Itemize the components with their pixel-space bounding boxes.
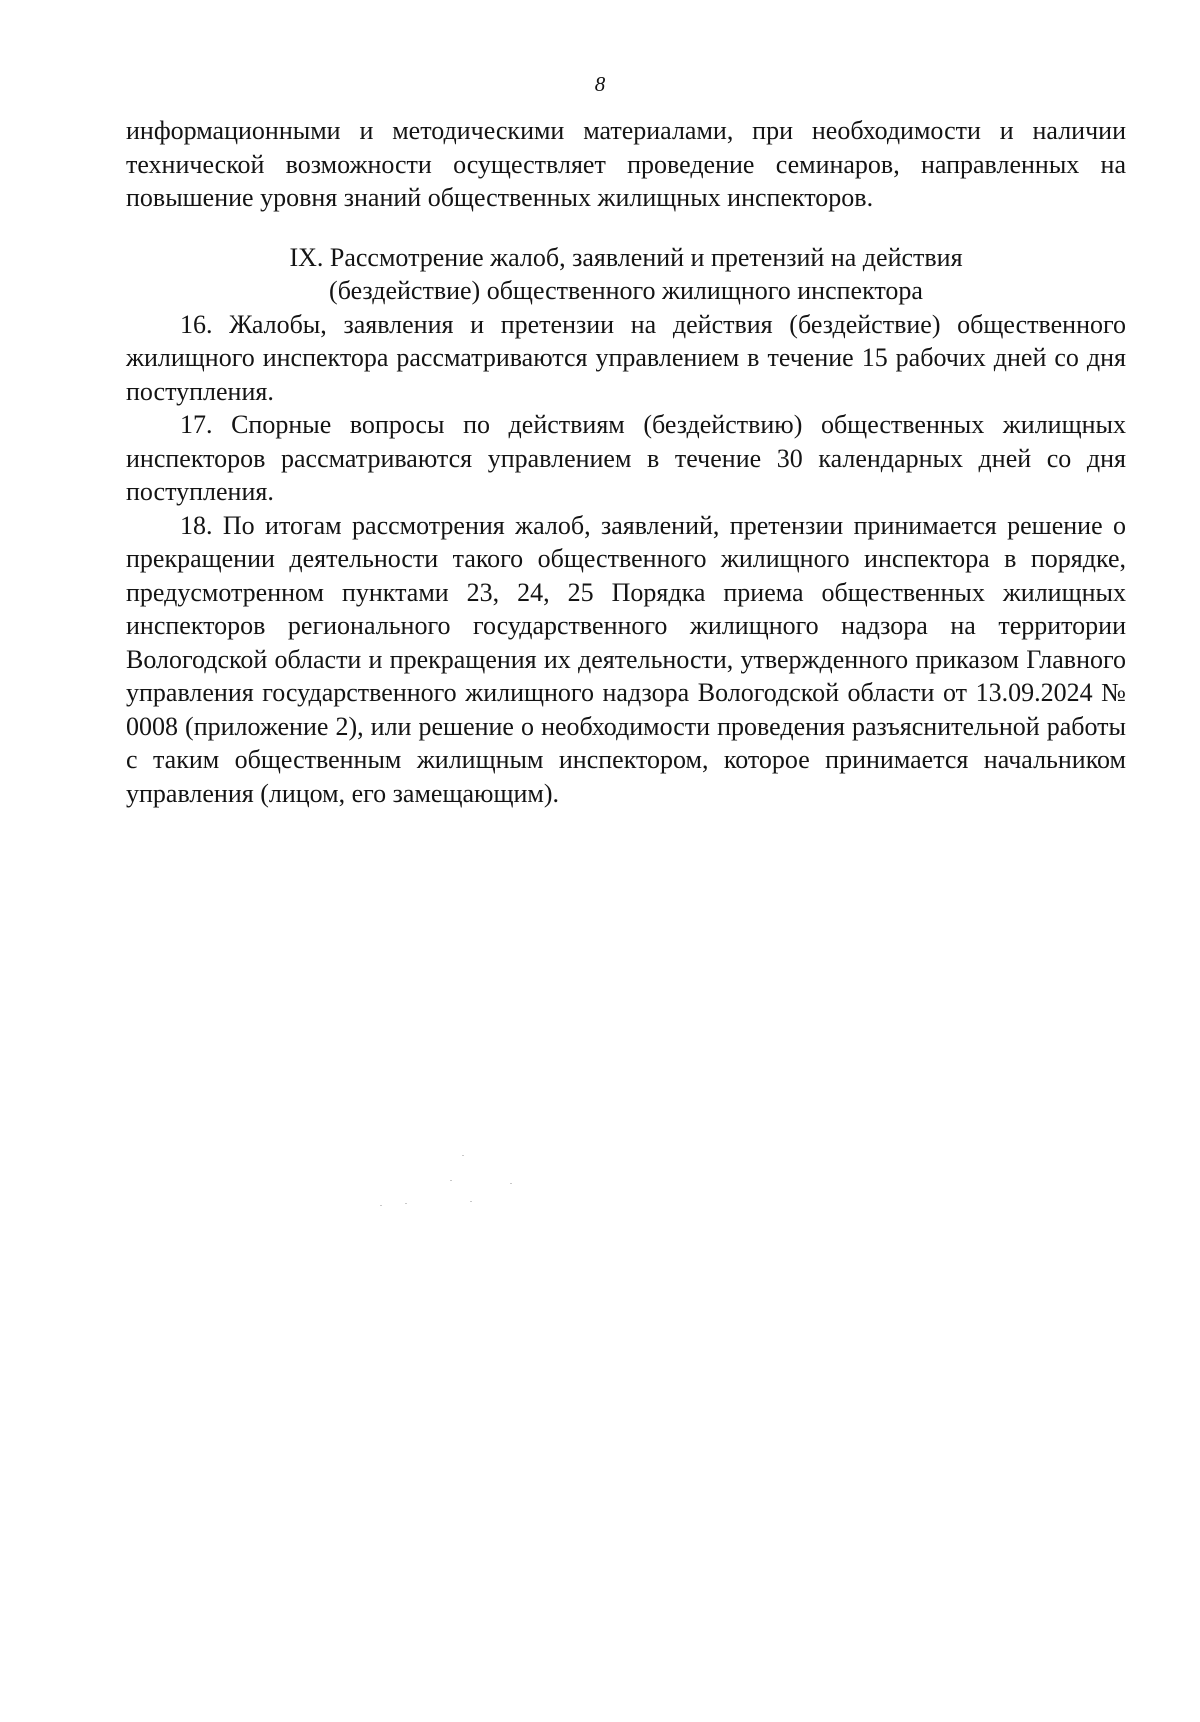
- page-number: 8: [594, 72, 606, 96]
- section-heading-line-2: (бездействие) общественного жилищного инспектора: [329, 276, 923, 305]
- scan-speck: [450, 1180, 452, 1181]
- scan-speck: [405, 1203, 407, 1204]
- scan-speck: [470, 1201, 472, 1202]
- paragraph-18: 18. По итогам рассмотрения жалоб, заявлений, претензии принимается решение о прекращении деятельности такого общественного жилищного инспектора в порядке, предусмотренном пунктами 23, 24, 25 Порядка приема общественных жилищных инспекторов регионального государственного жилищного надзора на территории Вологодской области и прекращения их деятельности, утвержденного приказом Главного управления государственного жилищного надзора Вологодской области от 13.09.2024 № 0008 (приложение 2), или решение о необходимости проведения разъяснительной работы с таким общественным жилищным инспектором, которое принимается начальником управления (лицом, его замещающим).: [126, 510, 1126, 808]
- paragraph-16: 16. Жалобы, заявления и претензии на действия (бездействие) общественного жилищного инспектора рассматриваются управлением в течение 15 рабочих дней со дня поступления.: [126, 309, 1126, 406]
- intro-paragraph: информационными и методическими материалами, при необходимости и наличии технической возможности осуществляет проведение семинаров, направленных на повышение уровня знаний общественных жилищных инспекторов.: [126, 116, 1126, 212]
- scan-speck: [380, 1205, 382, 1206]
- scan-speck: [462, 1155, 464, 1156]
- document-body: [126, 114, 1126, 810]
- scan-speck: [510, 1183, 512, 1184]
- paragraph-17: 17. Спорные вопросы по действиям (бездействию) общественных жилищных инспекторов рассматриваются управлением в течение 30 календарных дней со дня поступления.: [126, 410, 1126, 506]
- section-heading-line-1: IX. Рассмотрение жалоб, заявлений и претензий на действия: [289, 242, 963, 272]
- scan-specks: [360, 1155, 560, 1215]
- section-heading: [126, 241, 1126, 308]
